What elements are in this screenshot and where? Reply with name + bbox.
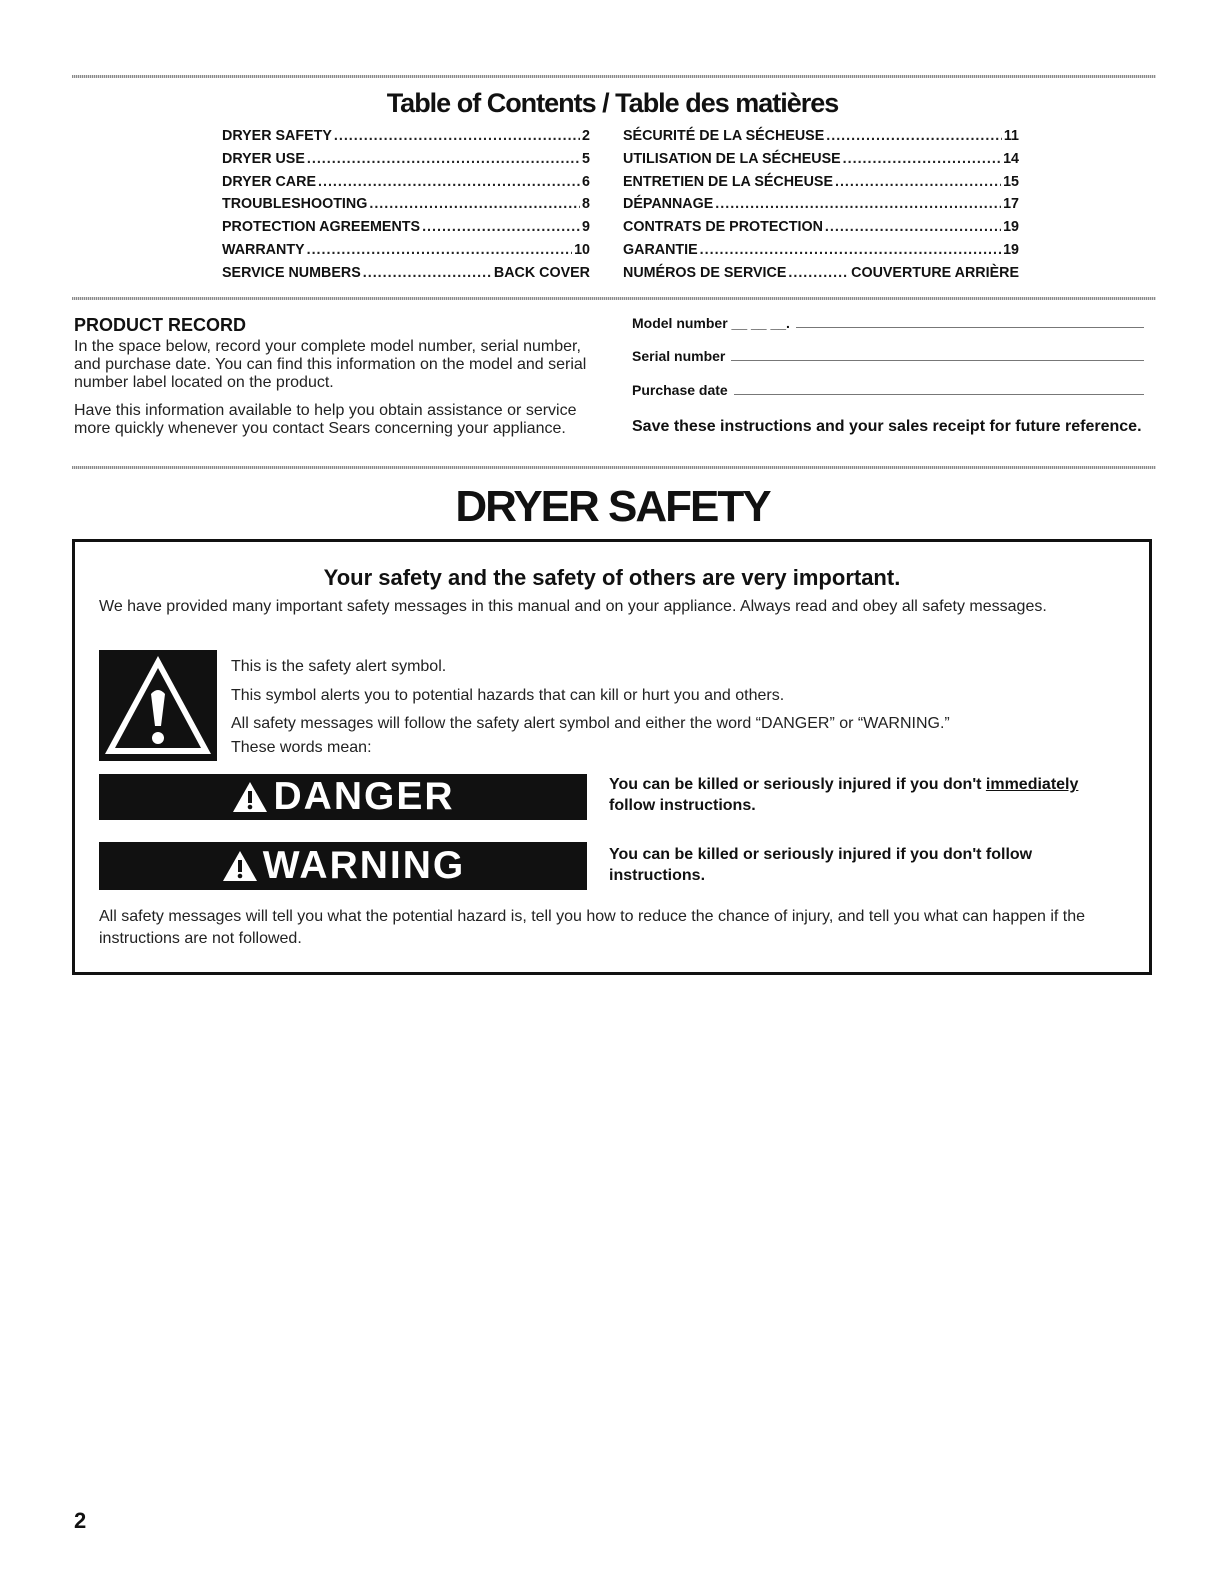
safety-alert-icon xyxy=(99,650,217,761)
danger-text-em: immediately xyxy=(985,776,1079,793)
alert-line: All safety messages will follow the safety alert symbol and either the word “DANGER” or “WARNING.” xyxy=(231,715,950,732)
toc-leader xyxy=(826,128,1002,144)
toc-page: 15 xyxy=(1003,173,1019,190)
alert-line: This is the safety alert symbol. xyxy=(231,658,447,675)
product-record-heading: PRODUCT RECORD xyxy=(74,315,247,335)
product-record-text-2: Have this information available to help you obtain assistance or service more quickly whenever you contact Sears concerning your appliance. xyxy=(74,402,577,437)
toc-label: SERVICE NUMBERS xyxy=(222,264,361,281)
toc-entry[interactable] xyxy=(222,242,590,265)
toc-label: DRYER USE xyxy=(222,150,305,167)
purchase-date-line[interactable] xyxy=(734,382,1144,395)
danger-label: DANGER xyxy=(273,775,455,818)
toc-entry[interactable] xyxy=(222,219,590,242)
toc-page: BACK COVER xyxy=(493,264,590,281)
toc-leader xyxy=(715,196,1001,212)
safety-intro: We have provided many important safety messages in this manual and on your appliance. Always read and obey all safety messages. xyxy=(99,598,1047,615)
model-number-label: Model number __ __ __. xyxy=(632,315,790,331)
toc-title: Table of Contents / Table des matières xyxy=(386,88,839,118)
toc-leader xyxy=(334,128,580,144)
warning-description: You can be killed or seriously injured if you don't follow instructions. xyxy=(609,846,1033,884)
serial-number-field[interactable] xyxy=(632,348,1144,364)
toc-leader xyxy=(318,174,580,190)
safety-footer: All safety messages will tell you what the potential hazard is, tell you how to reduce the chance of injury, and tell you what can happen if the instructions are not followed. xyxy=(99,908,1086,947)
toc-divider xyxy=(72,297,1156,300)
toc-leader xyxy=(369,196,580,212)
serial-number-line[interactable] xyxy=(731,348,1144,361)
toc-page: COUVERTURE ARRIÈRE xyxy=(851,264,1019,281)
danger-text-a: You can be killed or seriously injured if you don't xyxy=(609,776,982,793)
purchase-date-label: Purchase date xyxy=(632,382,728,398)
section-title: DRYER SAFETY xyxy=(455,482,770,531)
toc-page: 14 xyxy=(1003,150,1019,167)
toc-leader xyxy=(825,219,1001,235)
toc-leader xyxy=(422,219,580,235)
toc-label: WARRANTY xyxy=(222,241,305,258)
toc-entry[interactable] xyxy=(222,128,590,151)
model-number-line[interactable] xyxy=(796,315,1144,328)
alert-line: These words mean: xyxy=(231,739,372,756)
toc-leader xyxy=(307,242,572,258)
toc-entry[interactable] xyxy=(623,196,1019,219)
warning-label: WARNING xyxy=(262,844,466,887)
toc-label: NUMÉROS DE SERVICE xyxy=(623,264,787,281)
product-record-divider xyxy=(72,466,1156,469)
toc-page: 8 xyxy=(582,196,590,213)
save-instructions-note: Save these instructions and your sales receipt for future reference. xyxy=(632,418,1142,435)
toc-leader xyxy=(700,242,1001,258)
toc-label: ENTRETIEN DE LA SÉCHEUSE xyxy=(623,173,833,190)
toc-label: TROUBLESHOOTING xyxy=(222,196,368,213)
model-number-field[interactable] xyxy=(632,315,1144,331)
toc-entry[interactable] xyxy=(222,151,590,174)
danger-text-b: follow instructions. xyxy=(609,797,756,814)
toc-leader xyxy=(843,151,1001,167)
product-record-text: In the space below, record your complete model number, serial number, and purchase date. You can find this information on the model and serial number label located on the product. xyxy=(74,338,587,391)
toc-column-english xyxy=(222,128,590,288)
danger-alert-icon xyxy=(231,780,269,814)
toc-entry[interactable] xyxy=(623,265,1019,288)
toc-label: DRYER CARE xyxy=(222,173,316,190)
toc-column-french xyxy=(623,128,1019,288)
toc-leader xyxy=(788,265,849,281)
toc-label: UTILISATION DE LA SÉCHEUSE xyxy=(623,150,841,167)
toc-entry[interactable] xyxy=(222,196,590,219)
toc-entry[interactable] xyxy=(623,128,1019,151)
toc-page: 11 xyxy=(1003,128,1019,144)
toc-label: SÉCURITÉ DE LA SÉCHEUSE xyxy=(623,128,825,144)
toc-entry[interactable] xyxy=(623,219,1019,242)
toc-label: CONTRATS DE PROTECTION xyxy=(623,219,823,236)
warning-alert-icon xyxy=(221,849,259,883)
safety-box-heading: Your safety and the safety of others are very important. xyxy=(323,565,901,590)
alert-line: This symbol alerts you to potential hazards that can kill or hurt you and others. xyxy=(231,687,785,704)
alert-triangle-icon xyxy=(99,650,217,761)
toc-entry[interactable] xyxy=(623,174,1019,197)
toc-label: PROTECTION AGREEMENTS xyxy=(222,219,421,236)
toc-page: 19 xyxy=(1003,219,1019,236)
safety-box xyxy=(72,539,1152,975)
toc-page: 5 xyxy=(582,150,590,167)
toc-leader xyxy=(835,174,1001,190)
toc-page: 9 xyxy=(582,219,590,236)
toc-leader xyxy=(307,151,580,167)
toc-page: 19 xyxy=(1003,241,1019,258)
toc-entry[interactable] xyxy=(222,174,590,197)
warning-signal-bar xyxy=(99,842,587,890)
serial-number-label: Serial number xyxy=(632,348,726,364)
toc-entry[interactable] xyxy=(623,242,1019,265)
purchase-date-field[interactable] xyxy=(632,382,1144,398)
toc-label: DÉPANNAGE xyxy=(623,196,714,213)
toc-label: GARANTIE xyxy=(623,241,698,258)
toc-page: 17 xyxy=(1003,196,1019,213)
top-divider xyxy=(72,75,1156,78)
toc-page: 2 xyxy=(582,128,590,144)
toc-page: 10 xyxy=(574,241,590,258)
toc-label: DRYER SAFETY xyxy=(222,128,332,144)
toc-entry[interactable] xyxy=(623,151,1019,174)
page-number: 2 xyxy=(74,1508,87,1533)
toc-leader xyxy=(363,265,492,281)
toc-page: 6 xyxy=(582,173,590,190)
danger-signal-bar xyxy=(99,774,587,820)
toc-entry[interactable] xyxy=(222,265,590,288)
danger-description xyxy=(609,774,1129,816)
